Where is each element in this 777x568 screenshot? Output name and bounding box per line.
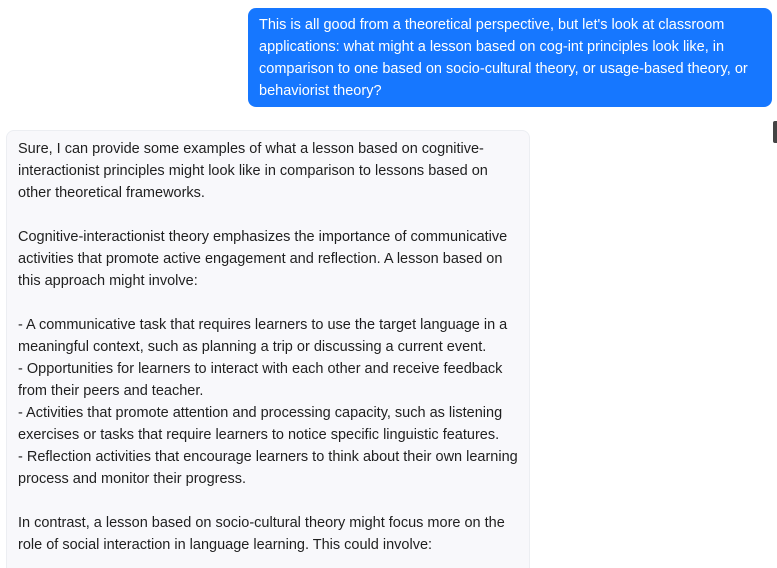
- scrollbar-thumb[interactable]: [773, 121, 777, 143]
- assistant-bullet-item: - Opportunities for learners to interact with each other and receive feedback from their peers and teacher.: [18, 361, 503, 399]
- assistant-bullet-item: - Reflection activities that encourage learners to think about their own learning process and monitor their progress.: [18, 449, 518, 487]
- user-message-bubble: [248, 8, 772, 107]
- assistant-intro-text: Sure, I can provide some examples of what a lesson based on cognitive-interactionist principles might look like in comparison to lessons based on other theoretical frameworks.: [18, 141, 488, 201]
- assistant-contrast-paragraph: In contrast, a lesson based on socio-cultural theory might focus more on the role of social interaction in language learning. This could involve:: [18, 515, 505, 553]
- assistant-cogint-paragraph: Cognitive-interactionist theory emphasizes the importance of communicative activities that promote active engagement and reflection. A lesson based on this approach might involve:: [18, 229, 508, 289]
- assistant-message-bubble: [6, 130, 530, 568]
- assistant-bullet-item: - A communicative task that requires learners to use the target language in a meaningful context, such as planning a trip or discussing a current event.: [18, 317, 508, 355]
- user-message-text: This is all good from a theoretical perspective, but let's look at classroom applications: what might a lesson based on cog-int principles look like, in comparison to one based on socio-cultural theory, or usage-based theory, or behaviorist theory?: [259, 17, 748, 99]
- assistant-bullet-item: - Activities that promote attention and processing capacity, such as listening exercises or tasks that require learners to notice specific linguistic features.: [18, 405, 503, 443]
